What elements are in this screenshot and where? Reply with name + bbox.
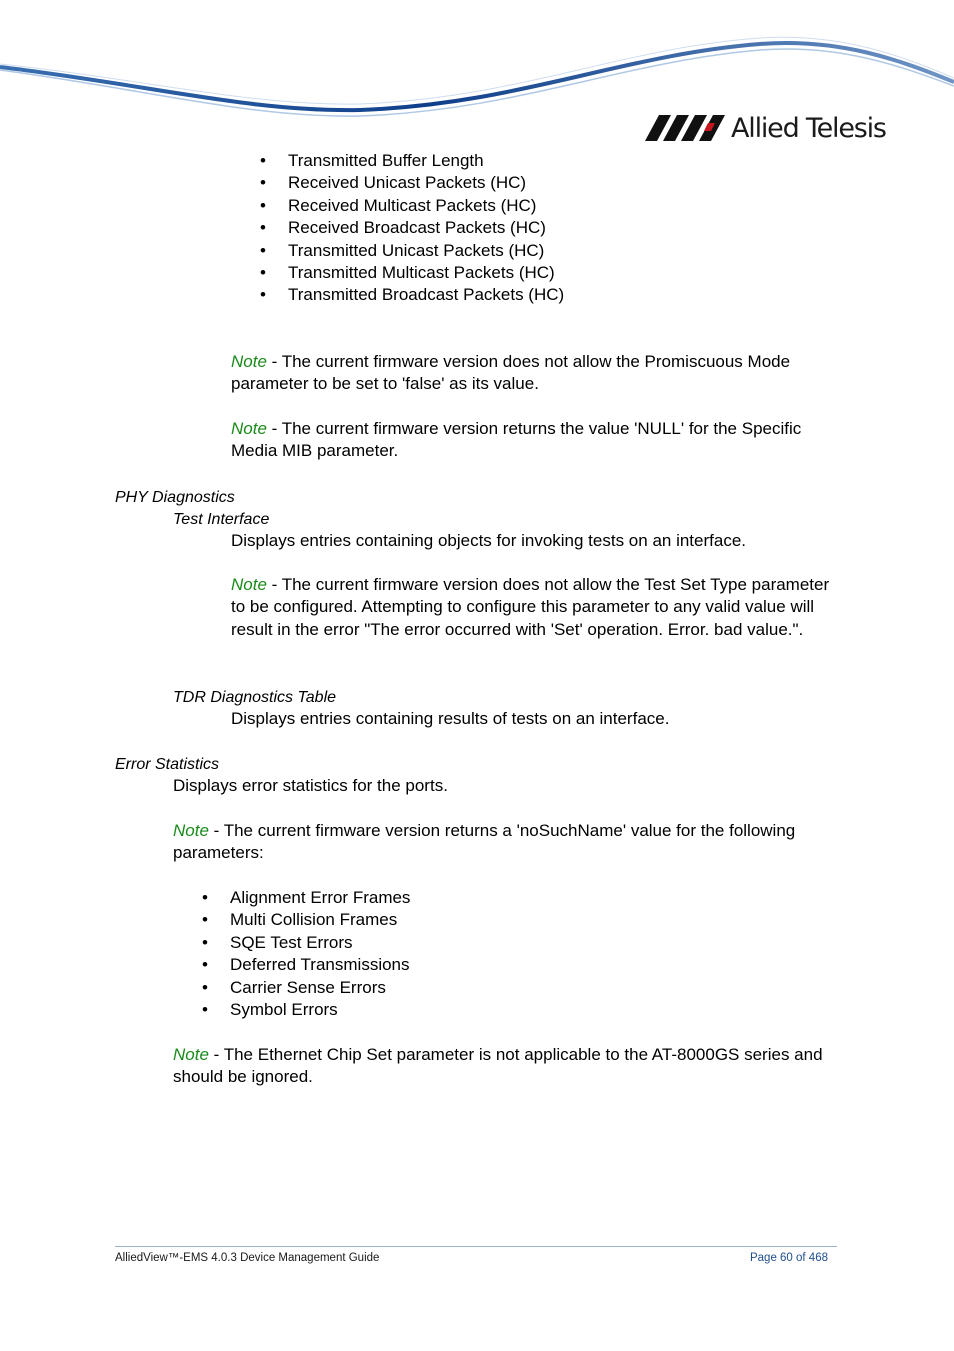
note-text: - The current firmware version returns a 'noSuchName' value for the following parameters:	[173, 821, 796, 863]
note-chip-set	[173, 1044, 838, 1089]
note-label: Note	[231, 419, 267, 438]
section-heading-error-statistics: Error Statistics	[115, 756, 220, 773]
note-text: - The Ethernet Chip Set parameter is not applicable to the AT-8000GS series and should be ignored.	[173, 1045, 823, 1087]
list-item: • Received Broadcast Packets (HC)	[231, 217, 564, 239]
note-nosuchname	[173, 820, 838, 865]
list-item: • Symbol Errors	[173, 999, 410, 1021]
footer-page-number: Page 60 of 468	[749, 1252, 828, 1264]
error-statistics-description: Displays error statistics for the ports.	[173, 776, 448, 795]
note-text: - The current firmware version does not allow the Promiscuous Mode parameter to be set to 'false' as its value.	[231, 352, 791, 394]
error-parameter-list	[173, 887, 410, 1021]
list-item: • Multi Collision Frames	[173, 909, 410, 931]
note-promiscuous-mode	[231, 351, 841, 396]
allied-telesis-logo-icon	[645, 115, 725, 141]
note-text: - The current firmware version does not allow the Test Set Type parameter to be configured. Attempting to configure this parameter to any valid value will result in the error "The error occurred with 'Set' operation. Error. bad value.".	[231, 575, 830, 639]
note-label: Note	[173, 821, 209, 840]
brand-name: Allied Telesis	[731, 112, 886, 144]
brand-logo	[645, 108, 886, 148]
list-item: • Carrier Sense Errors	[173, 977, 410, 999]
footer-divider	[115, 1246, 837, 1247]
section-heading-phy-diagnostics: PHY Diagnostics	[115, 489, 235, 506]
counter-list	[231, 150, 564, 307]
list-item: • Transmitted Buffer Length	[231, 150, 564, 172]
subsection-heading-tdr-table: TDR Diagnostics Table	[173, 689, 337, 706]
note-label: Note	[173, 1045, 209, 1064]
list-item: • Received Multicast Packets (HC)	[231, 195, 564, 217]
note-label: Note	[231, 352, 267, 371]
note-test-set-type	[231, 574, 831, 641]
list-item: • Transmitted Unicast Packets (HC)	[231, 240, 564, 262]
note-specific-media	[231, 418, 841, 463]
list-item: • Alignment Error Frames	[173, 887, 410, 909]
footer-document-title: AlliedView™-EMS 4.0.3 Device Management Guide	[115, 1252, 380, 1264]
subsection-heading-test-interface: Test Interface	[173, 511, 270, 528]
list-item: • Transmitted Multicast Packets (HC)	[231, 262, 564, 284]
list-item: • Transmitted Broadcast Packets (HC)	[231, 284, 564, 306]
list-item: • SQE Test Errors	[173, 932, 410, 954]
tdr-table-description: Displays entries containing results of tests on an interface.	[231, 709, 670, 728]
note-label: Note	[231, 575, 267, 594]
test-interface-description: Displays entries containing objects for invoking tests on an interface.	[231, 531, 746, 550]
list-item: • Received Unicast Packets (HC)	[231, 172, 564, 194]
note-text: - The current firmware version returns the value 'NULL' for the Specific Media MIB parameter.	[231, 419, 802, 461]
list-item: • Deferred Transmissions	[173, 954, 410, 976]
